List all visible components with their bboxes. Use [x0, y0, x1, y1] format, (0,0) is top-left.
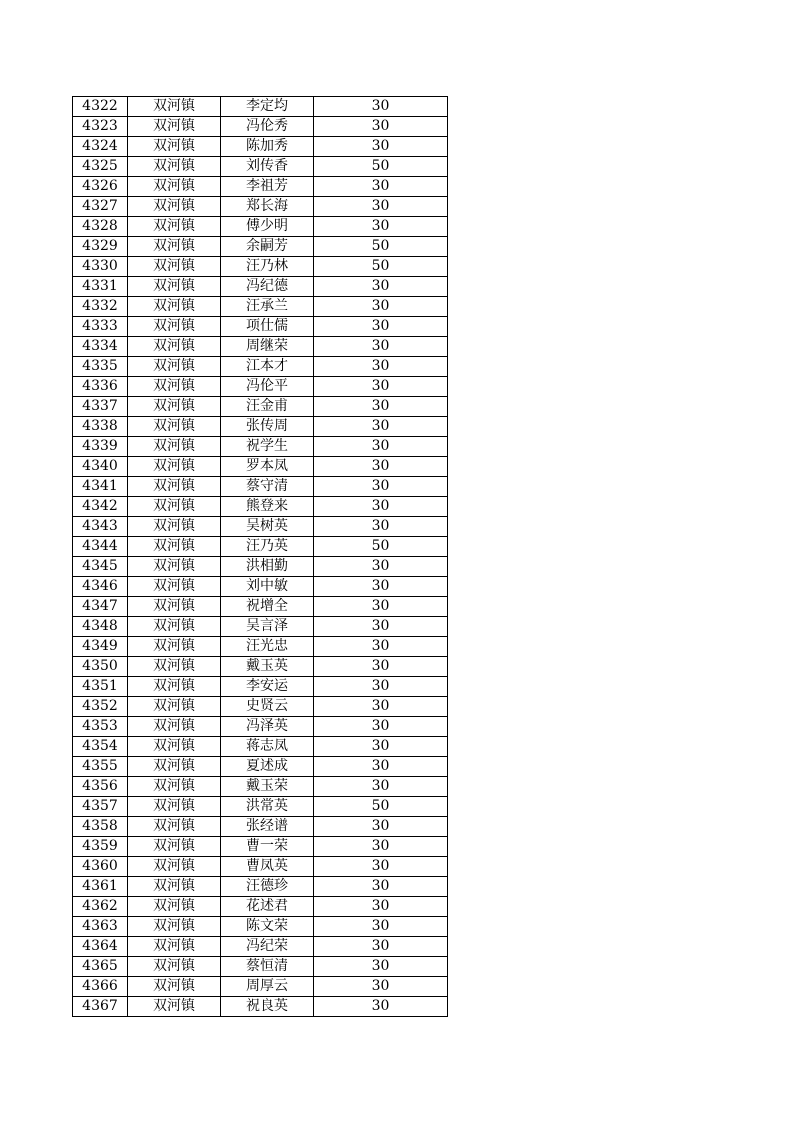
table-body — [73, 97, 448, 1017]
cell-town: 双河镇 — [128, 277, 221, 297]
cell-amount: 30 — [314, 337, 448, 357]
cell-id: 4325 — [73, 157, 128, 177]
cell-id: 4334 — [73, 337, 128, 357]
cell-amount: 30 — [314, 97, 448, 117]
table-row — [73, 557, 448, 577]
table-row — [73, 577, 448, 597]
cell-id: 4348 — [73, 617, 128, 637]
cell-town: 双河镇 — [128, 257, 221, 277]
cell-id: 4324 — [73, 137, 128, 157]
cell-name: 陈文荣 — [221, 917, 314, 937]
cell-id: 4349 — [73, 637, 128, 657]
cell-name: 李安运 — [221, 677, 314, 697]
cell-town: 双河镇 — [128, 437, 221, 457]
table-row — [73, 297, 448, 317]
cell-amount: 30 — [314, 457, 448, 477]
cell-name: 傅少明 — [221, 217, 314, 237]
cell-id: 4330 — [73, 257, 128, 277]
cell-id: 4346 — [73, 577, 128, 597]
cell-amount: 30 — [314, 557, 448, 577]
cell-amount: 30 — [314, 617, 448, 637]
table-row — [73, 937, 448, 957]
table-row — [73, 117, 448, 137]
cell-name: 戴玉英 — [221, 657, 314, 677]
cell-id: 4358 — [73, 817, 128, 837]
cell-name: 祝学生 — [221, 437, 314, 457]
cell-id: 4328 — [73, 217, 128, 237]
cell-name: 花述君 — [221, 897, 314, 917]
cell-amount: 30 — [314, 577, 448, 597]
table-row — [73, 777, 448, 797]
cell-town: 双河镇 — [128, 997, 221, 1017]
cell-id: 4329 — [73, 237, 128, 257]
cell-name: 项仕儒 — [221, 317, 314, 337]
cell-id: 4341 — [73, 477, 128, 497]
cell-name: 郑长海 — [221, 197, 314, 217]
cell-name: 冯纪荣 — [221, 937, 314, 957]
cell-amount: 30 — [314, 677, 448, 697]
table-row — [73, 357, 448, 377]
table-row — [73, 737, 448, 757]
cell-name: 汪乃林 — [221, 257, 314, 277]
cell-name: 冯伦平 — [221, 377, 314, 397]
cell-town: 双河镇 — [128, 177, 221, 197]
cell-amount: 30 — [314, 417, 448, 437]
cell-amount: 50 — [314, 537, 448, 557]
cell-town: 双河镇 — [128, 597, 221, 617]
cell-amount: 30 — [314, 637, 448, 657]
cell-town: 双河镇 — [128, 877, 221, 897]
cell-name: 汪光忠 — [221, 637, 314, 657]
cell-amount: 30 — [314, 497, 448, 517]
cell-id: 4366 — [73, 977, 128, 997]
cell-name: 蔡恒清 — [221, 957, 314, 977]
cell-amount: 30 — [314, 997, 448, 1017]
cell-id: 4339 — [73, 437, 128, 457]
cell-name: 汪乃英 — [221, 537, 314, 557]
cell-town: 双河镇 — [128, 817, 221, 837]
table-row — [73, 757, 448, 777]
cell-name: 周继荣 — [221, 337, 314, 357]
cell-town: 双河镇 — [128, 697, 221, 717]
cell-amount: 30 — [314, 737, 448, 757]
cell-town: 双河镇 — [128, 217, 221, 237]
cell-id: 4335 — [73, 357, 128, 377]
cell-town: 双河镇 — [128, 757, 221, 777]
cell-id: 4340 — [73, 457, 128, 477]
cell-id: 4322 — [73, 97, 128, 117]
cell-amount: 30 — [314, 377, 448, 397]
table-row — [73, 597, 448, 617]
cell-amount: 30 — [314, 697, 448, 717]
cell-amount: 30 — [314, 357, 448, 377]
table-row — [73, 337, 448, 357]
cell-name: 吴言泽 — [221, 617, 314, 637]
cell-id: 4350 — [73, 657, 128, 677]
cell-id: 4338 — [73, 417, 128, 437]
cell-name: 祝增全 — [221, 597, 314, 617]
cell-town: 双河镇 — [128, 897, 221, 917]
cell-town: 双河镇 — [128, 777, 221, 797]
cell-amount: 30 — [314, 437, 448, 457]
cell-name: 冯纪德 — [221, 277, 314, 297]
cell-town: 双河镇 — [128, 577, 221, 597]
table-row — [73, 477, 448, 497]
cell-town: 双河镇 — [128, 937, 221, 957]
cell-id: 4333 — [73, 317, 128, 337]
table-row — [73, 877, 448, 897]
cell-id: 4356 — [73, 777, 128, 797]
table-row — [73, 257, 448, 277]
cell-id: 4355 — [73, 757, 128, 777]
table-row — [73, 857, 448, 877]
cell-amount: 30 — [314, 137, 448, 157]
cell-name: 周厚云 — [221, 977, 314, 997]
cell-town: 双河镇 — [128, 957, 221, 977]
cell-town: 双河镇 — [128, 977, 221, 997]
cell-name: 蒋志凤 — [221, 737, 314, 757]
cell-name: 洪常英 — [221, 797, 314, 817]
cell-id: 4353 — [73, 717, 128, 737]
cell-id: 4337 — [73, 397, 128, 417]
cell-id: 4351 — [73, 677, 128, 697]
cell-name: 祝良英 — [221, 997, 314, 1017]
table-row — [73, 177, 448, 197]
cell-id: 4363 — [73, 917, 128, 937]
table-row — [73, 697, 448, 717]
cell-name: 熊登来 — [221, 497, 314, 517]
cell-town: 双河镇 — [128, 237, 221, 257]
cell-id: 4344 — [73, 537, 128, 557]
cell-id: 4365 — [73, 957, 128, 977]
cell-town: 双河镇 — [128, 677, 221, 697]
table-row — [73, 677, 448, 697]
cell-id: 4364 — [73, 937, 128, 957]
cell-town: 双河镇 — [128, 857, 221, 877]
table-row — [73, 157, 448, 177]
table-row — [73, 277, 448, 297]
cell-id: 4332 — [73, 297, 128, 317]
cell-name: 汪承兰 — [221, 297, 314, 317]
cell-amount: 30 — [314, 477, 448, 497]
cell-name: 汪德珍 — [221, 877, 314, 897]
cell-town: 双河镇 — [128, 417, 221, 437]
cell-name: 刘中敏 — [221, 577, 314, 597]
cell-amount: 30 — [314, 297, 448, 317]
cell-amount: 50 — [314, 797, 448, 817]
cell-amount: 50 — [314, 257, 448, 277]
cell-id: 4352 — [73, 697, 128, 717]
cell-amount: 30 — [314, 757, 448, 777]
cell-id: 4342 — [73, 497, 128, 517]
cell-amount: 30 — [314, 717, 448, 737]
cell-id: 4336 — [73, 377, 128, 397]
cell-amount: 30 — [314, 317, 448, 337]
cell-name: 李定均 — [221, 97, 314, 117]
data-table — [72, 96, 448, 1017]
table-row — [73, 437, 448, 457]
cell-amount: 30 — [314, 777, 448, 797]
cell-name: 张经谱 — [221, 817, 314, 837]
cell-name: 夏述成 — [221, 757, 314, 777]
cell-town: 双河镇 — [128, 337, 221, 357]
table-row — [73, 977, 448, 997]
cell-name: 陈加秀 — [221, 137, 314, 157]
cell-name: 戴玉荣 — [221, 777, 314, 797]
table-row — [73, 497, 448, 517]
table-row — [73, 317, 448, 337]
cell-town: 双河镇 — [128, 537, 221, 557]
cell-town: 双河镇 — [128, 317, 221, 337]
cell-amount: 30 — [314, 197, 448, 217]
cell-town: 双河镇 — [128, 157, 221, 177]
cell-town: 双河镇 — [128, 137, 221, 157]
table-row — [73, 537, 448, 557]
cell-amount: 50 — [314, 157, 448, 177]
table-row — [73, 397, 448, 417]
table-row — [73, 617, 448, 637]
cell-id: 4367 — [73, 997, 128, 1017]
table-row — [73, 717, 448, 737]
cell-town: 双河镇 — [128, 517, 221, 537]
cell-amount: 30 — [314, 117, 448, 137]
table-row — [73, 837, 448, 857]
cell-town: 双河镇 — [128, 557, 221, 577]
cell-name: 罗本凤 — [221, 457, 314, 477]
cell-town: 双河镇 — [128, 657, 221, 677]
cell-town: 双河镇 — [128, 117, 221, 137]
table-row — [73, 797, 448, 817]
cell-name: 史贤云 — [221, 697, 314, 717]
cell-id: 4327 — [73, 197, 128, 217]
table-row — [73, 217, 448, 237]
cell-town: 双河镇 — [128, 457, 221, 477]
cell-amount: 30 — [314, 877, 448, 897]
table-row — [73, 817, 448, 837]
table-row — [73, 197, 448, 217]
cell-id: 4361 — [73, 877, 128, 897]
cell-id: 4359 — [73, 837, 128, 857]
table-row — [73, 657, 448, 677]
cell-amount: 30 — [314, 397, 448, 417]
cell-id: 4362 — [73, 897, 128, 917]
cell-name: 张传周 — [221, 417, 314, 437]
cell-town: 双河镇 — [128, 297, 221, 317]
cell-amount: 50 — [314, 237, 448, 257]
cell-amount: 30 — [314, 917, 448, 937]
cell-amount: 30 — [314, 937, 448, 957]
cell-town: 双河镇 — [128, 97, 221, 117]
cell-town: 双河镇 — [128, 637, 221, 657]
cell-town: 双河镇 — [128, 197, 221, 217]
table-row — [73, 97, 448, 117]
cell-name: 刘传香 — [221, 157, 314, 177]
cell-amount: 30 — [314, 897, 448, 917]
cell-amount: 30 — [314, 837, 448, 857]
cell-amount: 30 — [314, 277, 448, 297]
table-row — [73, 917, 448, 937]
table-row — [73, 957, 448, 977]
cell-amount: 30 — [314, 177, 448, 197]
cell-id: 4360 — [73, 857, 128, 877]
table-row — [73, 377, 448, 397]
cell-town: 双河镇 — [128, 717, 221, 737]
cell-name: 余嗣芳 — [221, 237, 314, 257]
cell-id: 4354 — [73, 737, 128, 757]
cell-town: 双河镇 — [128, 497, 221, 517]
table-row — [73, 137, 448, 157]
cell-town: 双河镇 — [128, 377, 221, 397]
table-row — [73, 417, 448, 437]
cell-amount: 30 — [314, 657, 448, 677]
cell-id: 4323 — [73, 117, 128, 137]
cell-amount: 30 — [314, 817, 448, 837]
cell-town: 双河镇 — [128, 737, 221, 757]
cell-amount: 30 — [314, 857, 448, 877]
cell-town: 双河镇 — [128, 357, 221, 377]
cell-name: 吴树英 — [221, 517, 314, 537]
cell-id: 4357 — [73, 797, 128, 817]
cell-id: 4343 — [73, 517, 128, 537]
cell-id: 4345 — [73, 557, 128, 577]
cell-id: 4331 — [73, 277, 128, 297]
cell-amount: 30 — [314, 957, 448, 977]
cell-name: 曹凤英 — [221, 857, 314, 877]
cell-id: 4347 — [73, 597, 128, 617]
cell-id: 4326 — [73, 177, 128, 197]
cell-name: 洪相勤 — [221, 557, 314, 577]
cell-name: 江本才 — [221, 357, 314, 377]
cell-town: 双河镇 — [128, 617, 221, 637]
cell-name: 蔡守清 — [221, 477, 314, 497]
cell-town: 双河镇 — [128, 477, 221, 497]
table-row — [73, 517, 448, 537]
table-row — [73, 237, 448, 257]
table-row — [73, 637, 448, 657]
cell-town: 双河镇 — [128, 837, 221, 857]
cell-town: 双河镇 — [128, 917, 221, 937]
table-row — [73, 457, 448, 477]
cell-name: 汪金甫 — [221, 397, 314, 417]
cell-name: 冯伦秀 — [221, 117, 314, 137]
cell-name: 曹一荣 — [221, 837, 314, 857]
table-row — [73, 897, 448, 917]
cell-town: 双河镇 — [128, 797, 221, 817]
cell-name: 冯泽英 — [221, 717, 314, 737]
cell-amount: 30 — [314, 597, 448, 617]
cell-amount: 30 — [314, 217, 448, 237]
cell-name: 李祖芳 — [221, 177, 314, 197]
table-row — [73, 997, 448, 1017]
cell-amount: 30 — [314, 517, 448, 537]
cell-amount: 30 — [314, 977, 448, 997]
cell-town: 双河镇 — [128, 397, 221, 417]
